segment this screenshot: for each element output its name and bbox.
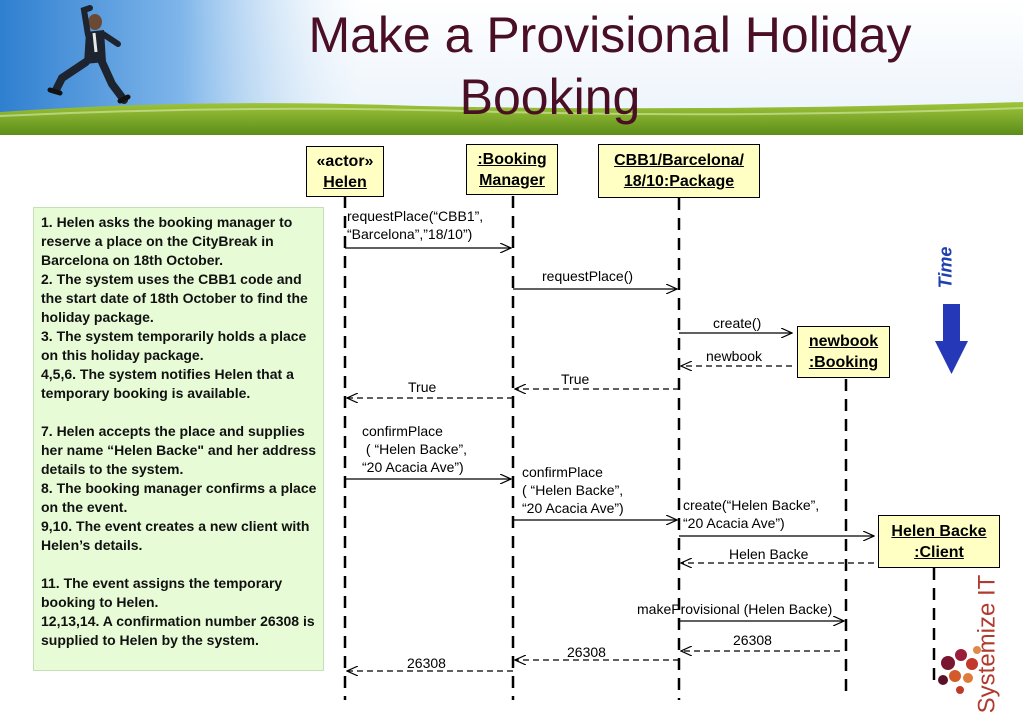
message-7-line2: ( “Helen Backe”, [362,441,468,457]
message-8-line3: “20 Acacia Ave”) [522,500,624,516]
object-booking-manager [466,144,558,195]
title-line-1: Make a Provisional Holiday [308,7,912,63]
message-1-line1: requestPlace(“CBB1”, [347,208,484,224]
message-7-line1: confirmPlace [362,423,443,439]
message-7-line3: “20 Acacia Ave”) [362,459,464,475]
object-package-line1: CBB1/Barcelona/ [614,152,744,169]
message-9-line2: “20 Acacia Ave”) [683,515,785,531]
message-label-14: 26308 [407,655,446,671]
note-4: 4,5,6. The system notifies Helen that a temporary booking is available. [41,366,294,401]
message-8-line1: confirmPlace [522,464,603,480]
object-client-line2: :Client [914,543,964,561]
message-label-2: requestPlace() [542,268,634,284]
note-2: 2. The system uses the CBB1 code and the start date of 18th October to find the holiday package. [41,271,308,325]
message-9-line1: create(“Helen Backe”, [683,497,820,513]
logo-text [940,574,1020,713]
object-newbook-line2: :Booking [808,354,879,371]
object-manager-line2: Manager [479,171,545,189]
note-5: 7. Helen accepts the place and supplies her name “Helen Backe" and her address details to the system. [41,423,317,477]
message-label-11: makeProvisional (Helen Backe) [637,601,833,617]
object-manager-line1: :Booking [477,150,547,168]
message-1-line2: “Barcelona”,”18/10”) [347,226,473,242]
message-label-12: 26308 [733,632,772,648]
object-client-line1: Helen Backe [891,522,987,540]
message-8-line2: ( “Helen Backe”, [522,482,624,498]
message-label-13: 26308 [567,644,606,660]
message-label-4: newbook [706,348,763,364]
notes-text [41,213,321,650]
time-label-text: Time [935,246,956,289]
title-line-2: Booking [459,69,641,125]
note-8: 11. The event assigns the temporary booking to Helen. [41,575,283,610]
message-label-3: create() [713,315,762,331]
logo-wordmark: Systemize IT [973,574,1001,713]
object-newbook [797,326,890,378]
object-helen [306,146,384,197]
object-helen-stereotype: «actor» [316,152,374,170]
message-label-7 [362,422,467,476]
message-label-8 [522,463,624,517]
note-3: 3. The system temporarily holds a place on this holiday package. [41,328,307,363]
message-label-5: True [561,371,590,387]
message-label-1 [347,207,483,243]
object-package-line2: 18/10:Package [623,173,735,190]
note-9: 12,13,14. A confirmation number 26308 is supplied to Helen by the system. [41,613,315,648]
message-label-6: True [408,379,437,395]
message-label-9 [683,496,819,532]
note-1: 1. Helen asks the booking manager to reserve a place on the CityBreak in Barcelona on 18th October. [41,214,293,268]
object-package [598,144,760,198]
note-7: 9,10. The event creates a new client with Helen’s details. [41,518,310,553]
object-helen-name: Helen [323,173,367,191]
message-label-10: Helen Backe [729,546,809,562]
time-label [935,245,965,295]
note-6: 8. The booking manager confirms a place on the event. [41,480,317,515]
object-client [878,515,1000,568]
object-newbook-line1: newbook [808,333,879,350]
time-arrow-icon [935,304,968,374]
